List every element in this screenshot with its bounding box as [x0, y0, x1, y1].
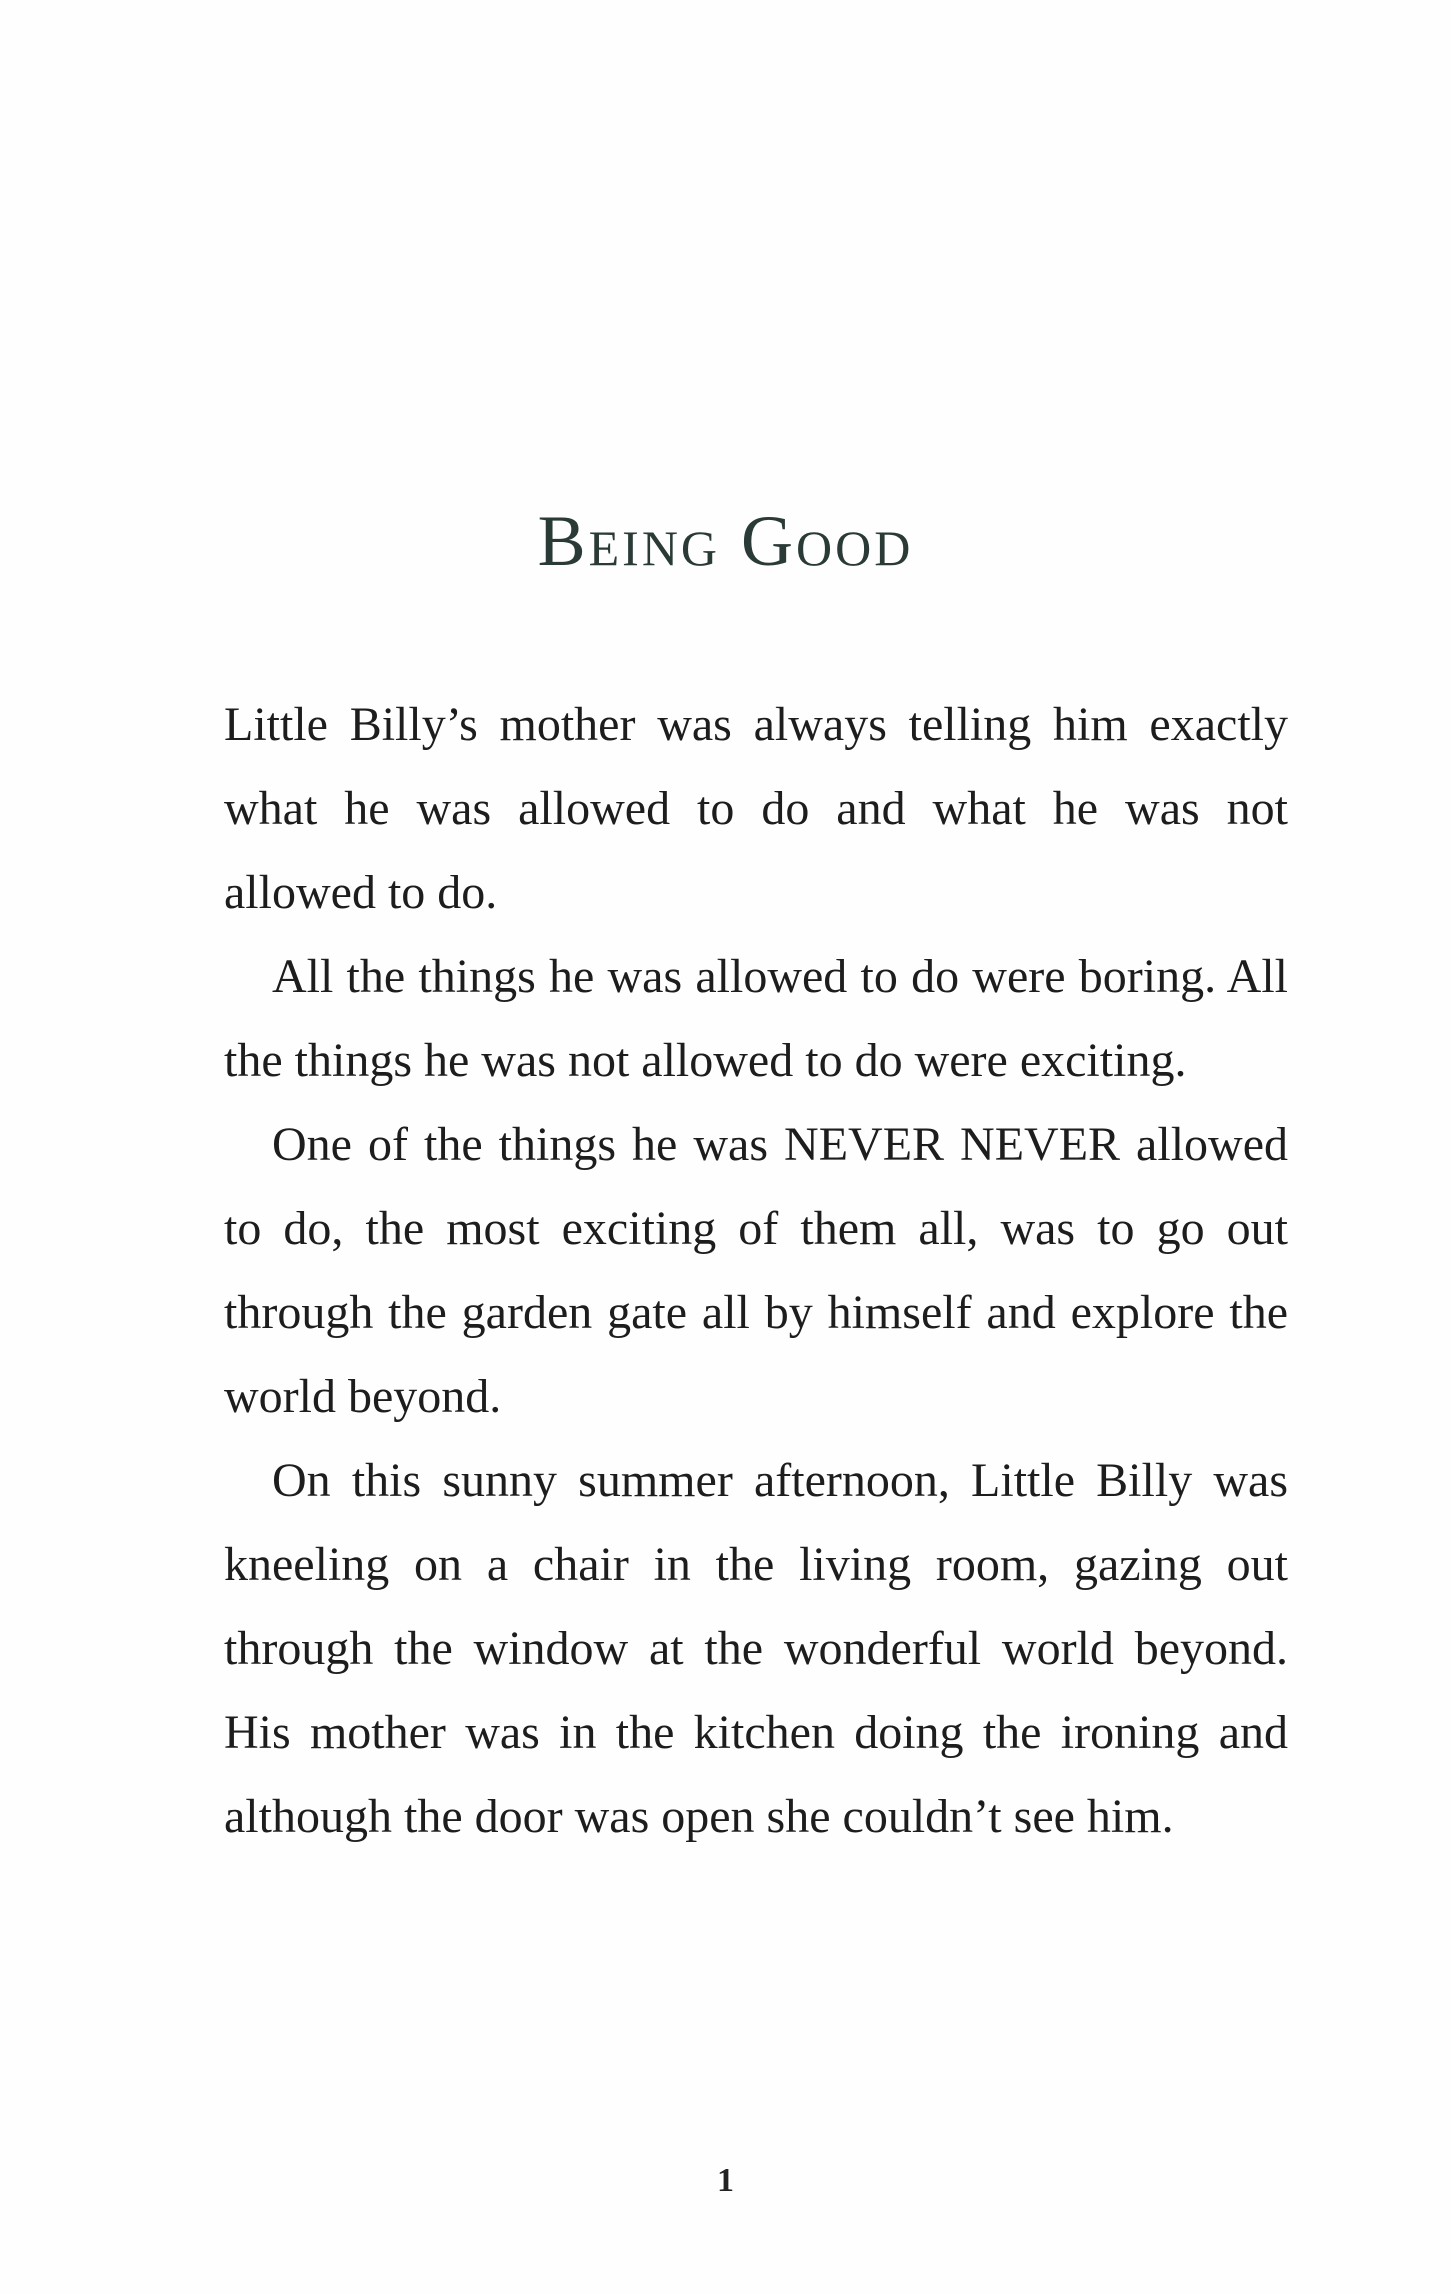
- chapter-body: [224, 683, 1288, 1859]
- paragraph-3: One of the things he was NEVER NEVER allowed to do, the most exciting of them all, was to go out through the garden gate all by himself and explore the world beyond.: [224, 1118, 1288, 1423]
- page-number: 1: [717, 2162, 734, 2199]
- paragraph-1: Little Billy’s mother was always telling him exactly what he was allowed to do and what he was not allowed to do.: [224, 698, 1288, 919]
- paragraph-2: All the things he was allowed to do were boring. All the things he was not allowed to do were exciting.: [224, 950, 1288, 1087]
- paragraph-4: On this sunny summer afternoon, Little Billy was kneeling on a chair in the living room, gazing out through the window at the wonderful world beyond. His mother was in the kitchen doing the ironing and although the door was open she couldn’t see him.: [224, 1454, 1288, 1843]
- chapter-title: Being Good: [537, 501, 914, 581]
